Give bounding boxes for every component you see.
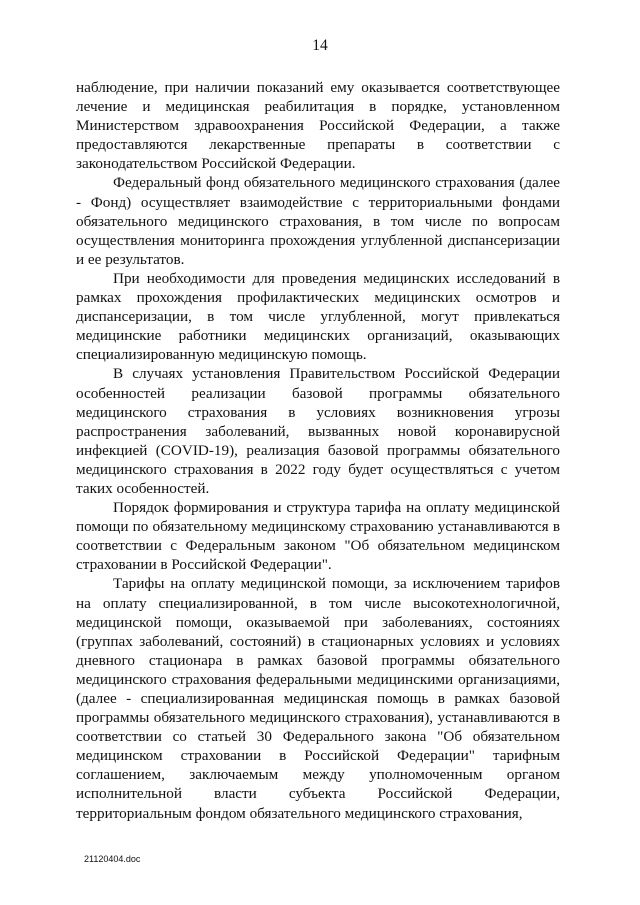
document-footer-filename: 21120404.doc (84, 854, 141, 864)
document-body (76, 78, 560, 823)
paragraph-3: При необходимости для проведения медицинских исследований в рамках прохождения профилактических медицинских осмотров и диспансеризации, в том числе углубленной, могут привлекаться медицинские работники медицинских организаций, оказывающих специализированную медицинскую помощь. (76, 269, 560, 364)
paragraph-2: Федеральный фонд обязательного медицинского страхования (далее - Фонд) осуществляет взаимодействие с территориальными фондами обязательного медицинского страхования, в том числе по вопросам осуществления мониторинга прохождения углубленной диспансеризации и ее результатов. (76, 174, 560, 268)
paragraph-6: Тарифы на оплату медицинской помощи, за исключением тарифов на оплату специализированной, в том числе высокотехнологичной, медицинской помощи, оказываемой при заболеваниях, состояниях (группах заболеваний, состояний) в стационарных условиях и условиях дневного стационара в рамках базовой программы обязательного медицинского страхования федеральными медицинскими организациями, (далее - специализированная медицинская помощь в рамках базовой программы обязательного медицинского страхования), устанавливаются в соответствии со статьей 30 Федерального закона "Об обязательном медицинском страховании в Российской Федерации" тарифным соглашением, заключаемым между уполномоченным органом исполнительной власти субъекта Российской Федерации, территориальным фондом обязательного медицинского страхования, (76, 575, 560, 822)
paragraph-5: Порядок формирования и структура тарифа на оплату медицинской помощи по обязательному медицинскому страхованию устанавливаются в соответствии с Федеральным законом "Об обязательном медицинском страховании в Российской Федерации". (76, 499, 560, 574)
paragraph-1: наблюдение, при наличии показаний ему оказывается соответствующее лечение и медицинская реабилитация в порядке, установленном Министерством здравоохранения Российской Федерации, а также предоставляются лекарственные препараты в соответствии с законодательством Российской Федерации. (76, 79, 560, 173)
paragraph-4: В случаях установления Правительством Российской Федерации особенностей реализации базовой программы обязательного медицинского страхования в условиях возникновения угрозы распространения заболеваний, вызванных новой коронавирусной инфекцией (COVID-19), реализация базовой программы обязательного медицинского страхования в 2022 году будет осуществляться с учетом таких особенностей. (76, 365, 560, 497)
page-number: 14 (312, 37, 328, 54)
